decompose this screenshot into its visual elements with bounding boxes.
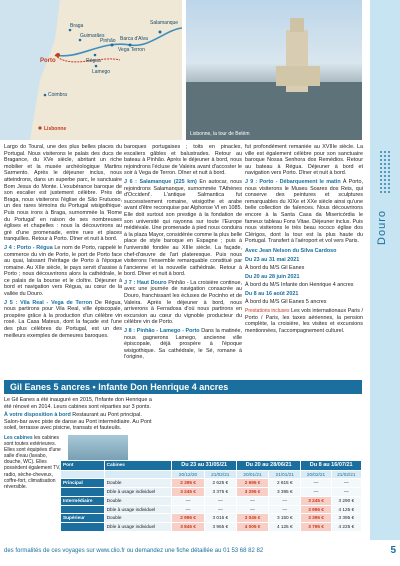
price-cell: —	[172, 496, 204, 505]
paragraph-text: Le nom de Porto, rappelé le commerce du vin de Porto, le port de Porto face au quai, laissant l'héritage de Porto à l'époque romaine. Au XIIe siècle, le pays servit d'assise à Porto ; nous découvrirons alors la cathédrale, le ce palais de la bourse et le cloître. Déjeuner à bord et navigation vers Régua, au cœur de la vallée du Douro.	[4, 244, 123, 298]
table-row	[61, 514, 362, 523]
sub-header: 20/02/21	[301, 470, 331, 479]
price-cell: 2 995 €	[172, 514, 204, 523]
pont-cell	[61, 488, 105, 497]
lisbon-photo	[186, 0, 362, 140]
cabins-block	[4, 435, 64, 490]
paragraph	[4, 300, 122, 340]
map-label-lisbonne: Lisbonne	[44, 126, 67, 132]
guide-heading: Avec Jean Nelson du Silva Cardoso	[245, 247, 337, 254]
pont-cell: Supérieur	[61, 514, 105, 523]
date-2: Du 20 au 28 juin 2021	[245, 273, 300, 280]
price-cell: 2 395 €	[172, 479, 204, 488]
map-label-barca-dalva: Barca d'Alva	[120, 36, 148, 42]
pont-cell	[61, 505, 105, 514]
price-table	[60, 460, 362, 532]
pont-cell: Principal	[61, 479, 105, 488]
price-cell: 3 375 €	[204, 488, 236, 497]
date-2-detail: À bord du M/S Infante don Henrique 4 ancres	[245, 282, 354, 289]
paragraph-text: Largo do Toural, une des plus belles places du Portugal. Nous visiterons le palais des ducs de Bragance, du XVe siècle, abritant un riche mobilier et la musée archéologique Martins Sarmento. Après le déjeuner inclus, nous atteindrons, dans un superbe parc, le sanctuaire Bom Jesus do Monte. L'exubérance baroque de son escalier est justement célèbre. Près de Braga, nous visiterons l'église de São Frutuoso, un des rares témoins du Portugal wisigothique. Puis nous irons à Braga, surnommée la 'Rome du Portugal' en raison de ses nombreuses églises et chapelles : nous la découvrirons au gré d'une promenade, entre rues et places tranquilles. Retour à Porto. Dîner et nuit à bord.	[4, 144, 122, 243]
map-label-guimaraes: Guimarães	[80, 33, 105, 39]
price-cell: 3 015 €	[204, 514, 236, 523]
map-label-porto: Porto	[40, 58, 56, 64]
price-cell: —	[269, 496, 301, 505]
price-cell: 3 845 €	[172, 523, 204, 532]
price-table-header	[61, 461, 362, 471]
prestations-text: Les vols internationaux Paris / Porto / Paris, les taxes aériennes, la pension complète, la croisière, les visites et excursions mentionnées, l'accompagnement culturel.	[245, 308, 364, 334]
paragraph	[4, 144, 122, 243]
table-row	[61, 523, 362, 532]
map-label-vega-terron: Vega Terron	[118, 47, 145, 53]
paragraph	[245, 144, 363, 177]
map-label-coimbra: Coimbra	[48, 92, 67, 98]
price-cell: 3 795 €	[301, 523, 331, 532]
map-label-regua: Régua	[86, 58, 101, 64]
paragraph	[124, 328, 242, 361]
price-cell: 4 125 €	[269, 523, 301, 532]
price-cell: 4 125 €	[331, 505, 361, 514]
price-cell: —	[236, 496, 268, 505]
cabin-type-cell: Dble à usage individuel	[104, 523, 172, 532]
paragraph-text: Dans la matinée, nous gagnerons Lamego, ancienne ville épiscopale, déjà prospère à l'époque wisigothique. Sa cathédrale, le Sé, romane à l'origine,	[124, 328, 243, 361]
price-cell: —	[301, 479, 331, 488]
price-cell: 3 395 €	[331, 514, 361, 523]
sub-header: 21/02/21	[204, 470, 236, 479]
price-cell: 3 045 €	[236, 514, 268, 523]
price-cell: 2 625 €	[204, 479, 236, 488]
price-cell: —	[331, 488, 361, 497]
paragraph	[124, 144, 242, 177]
price-cell: —	[269, 505, 301, 514]
price-cell: —	[331, 479, 361, 488]
prestations-label: Prestations incluses	[245, 308, 290, 315]
ship-banner: Gil Eanes 5 ancres • Infante Don Henrique 4 ancres	[4, 380, 362, 394]
period-1-header: Du 23 au 31/05/21	[172, 461, 236, 471]
itinerary-map	[0, 0, 182, 140]
price-cell: —	[172, 505, 204, 514]
price-cell: 3 150 €	[269, 514, 301, 523]
ship-comfort	[4, 412, 154, 432]
paragraph-text: fut profondément remaniée au XVIIIe siècle. La ville est également célèbre pour son sanctuaire baroque Nossa Senhora dos Remédios. Retour au bateau à Régua. Déjeuner à bord et navigation vers Porto. Dîner et nuit à bord.	[245, 144, 363, 177]
pont-cell: Intermédiaire	[61, 496, 105, 505]
price-cell: 2 695 €	[236, 479, 268, 488]
day-heading: J 9 : Porto - Débarquement le matin	[245, 178, 341, 185]
comfort-label: À votre disposition à bord	[4, 412, 71, 419]
paragraph-text: Pinhão - La croisière continue, avec une journée de navigation consacrée au Douro, franchissant les écluses de Pocinho et de Valeira. Après le déjeuner à bord, nous arriverons à Ferradosa d'où nous partirons en excursion au cœur du vignoble producteur du célèbre vin de Porto.	[124, 279, 242, 326]
paragraph-text: baroques portugaises ; toits en pinacles, escaliers gâbles et balustrades. Retour au bateau à Pinhão. Après le déjeuner à bord, nous rejoindrons l'écluse de Valeira avant d'accoster le soir à Vega de Terron. Dîner et nuit à bord.	[124, 144, 242, 177]
day-heading: J 7 : Haut Douro	[124, 279, 167, 286]
comfort-text: Restaurant au Pont principal. Salon-bar avec piste de danse au Pont intermédiaire. Au Pont soleil, terrasse avec pisicne, transats et fauteuils.	[4, 412, 152, 432]
map-label-braga: Braga	[70, 23, 84, 29]
paragraph-text: À Porto, nous visiterons le Museu Soares dos Reis, qui conserve des peintures et sculptures remarquables du XIXe et XXe siècle ainsi qu'une belle collection de faïences. Nous découvrirons encore à la Santa Casa da Misericórdia le fameux tableau Fons Vitae. Déjeuner inclus. Puis nous visiterons le très beau rococo église dos Clérigos, dont la tour est la plus haute du Portugal. Transfert à l'aéroport et vol vers Paris.	[245, 178, 363, 245]
paragraph	[4, 245, 122, 298]
text-column-1	[4, 144, 122, 341]
table-row	[61, 488, 362, 497]
sub-header: 20/12/20	[172, 470, 204, 479]
ship-description	[4, 397, 154, 432]
period-3-header: Du 8 au 16/07/21	[301, 461, 362, 471]
dot-pattern	[379, 150, 391, 195]
map-label-pinhao: Pinhão	[100, 38, 116, 44]
paragraph	[124, 280, 242, 326]
day-heading: J 4 : Porto - Régua	[4, 244, 53, 251]
pont-header: Pont	[61, 461, 105, 471]
side-strip	[370, 0, 400, 540]
sub-header: 21/02/21	[331, 470, 361, 479]
cabins-label: Les cabines	[4, 434, 33, 441]
sub-header: 21/01/21	[269, 470, 301, 479]
cabin-type-cell: Dble à usage individuel	[104, 505, 172, 514]
belem-tower-illustration	[186, 0, 362, 140]
price-cell: —	[204, 496, 236, 505]
date-1: Du 23 au 31 mai 2021	[245, 256, 300, 263]
text-column-2	[124, 144, 242, 363]
date-3-detail: À bord du M/S Gil Eanes 5 ancres	[245, 299, 327, 306]
cabines-header: Cabines	[104, 461, 172, 471]
date-3: Du 8 au 16 août 2021	[245, 290, 299, 297]
cabin-type-cell: Double	[104, 479, 172, 488]
map-label-salamanque: Salamanque	[150, 20, 179, 26]
date-1-detail: À bord du M/S Gil Eanes	[245, 265, 305, 272]
side-label: Douro	[376, 210, 388, 245]
cabin-type-cell: Double	[104, 514, 172, 523]
table-row	[61, 496, 362, 505]
price-cell: —	[301, 488, 331, 497]
price-cell: 4 005 €	[236, 523, 268, 532]
price-cell: 3 995 €	[301, 505, 331, 514]
day-heading: J 6 : Salamanque (225 km)	[124, 178, 197, 185]
day-heading: J 8 : Pinhão - Lamego - Porto	[124, 328, 200, 335]
price-cell: 2 815 €	[269, 479, 301, 488]
table-row	[61, 479, 362, 488]
prestations-block	[245, 308, 363, 334]
paragraph	[245, 179, 363, 245]
pont-cell	[61, 523, 105, 532]
price-cell: 3 290 €	[331, 496, 361, 505]
sub-header: 20/01/21	[236, 470, 268, 479]
price-cell: —	[236, 505, 268, 514]
price-cell: 3 965 €	[204, 523, 236, 532]
period-2-header: Du 20 au 28/06/21	[236, 461, 300, 471]
price-cell: —	[204, 505, 236, 514]
photo-caption: Lisbonne, la tour de Belém	[190, 130, 250, 137]
paragraph	[124, 179, 242, 278]
text-column-3	[245, 144, 363, 336]
price-cell: 4 225 €	[331, 523, 361, 532]
price-cell: 3 295 €	[236, 488, 268, 497]
ship-intro: Le Gil Eanes a été inauguré en 2015, l'Infante don Henrique a été rénové en 2014. Leurs cabines sont réparties sur 3 ponts.	[4, 397, 152, 410]
cabin-type-cell: Dble à usage individuel	[104, 488, 172, 497]
cabins-text: les cabines sont toutes extérieures. Elles sont équipées d'une salle d'eau (lavabo, douche, WC). Elles possèdent également TV, radio, sèche-cheveux, coffre-fort, climatisation réversible.	[4, 434, 61, 490]
cabin-type-cell: Double	[104, 496, 172, 505]
price-cell: 3 395 €	[301, 514, 331, 523]
price-cell: 3 395 €	[269, 488, 301, 497]
paragraph-text: De Régua, nous partirons pour Vila Real, ville épiscopale, prospère grâce à la production d'un célèbre vin rosé. La Casa Mateus, dont la façade est l'une des plus célèbres du Portugal, est un des meilleurs exemples de demeures baroques.	[4, 299, 122, 339]
page-number: 5	[390, 545, 396, 556]
day-heading: J 5 : Vila Real - Vega de Terron	[4, 299, 93, 306]
paragraph-text: En autocar, nous rejoindrons Salamanque, surnommée 'l'Athènes d'Occident'. L'antique Salmantica fut successivement romaine, wisigothe et arabe avant d'être reconquise par Alphonse VI en 1085. Elle doit surtout son prestige à la fondation de son université qui rayonna sur toute l'Europe médiévale. Une promenade à pied nous conduira à la plaza Mayor, considérée comme la plus belle place de style baroque en Espagne ; puis à l'université fondée au XIIIe siècle. La façade, chef-d'œuvre de l'art plateresque. Puis nous visiterons l'ensemble remarquable constitué par l'ancienne et la nouvelle cathédrale. Retour à bord. Dîner et nuit à bord.	[124, 178, 242, 278]
table-row	[61, 505, 362, 514]
price-cell: 3 245 €	[172, 488, 204, 497]
map-label-lamego: Lamego	[92, 69, 111, 75]
price-cell: 3 245 €	[301, 496, 331, 505]
footer-text: des formalités de ces voyages sur www.clio.fr ou demandez une fiche détaillée au 01 53 68 82 82	[4, 548, 264, 554]
price-table-subheader	[61, 470, 362, 479]
